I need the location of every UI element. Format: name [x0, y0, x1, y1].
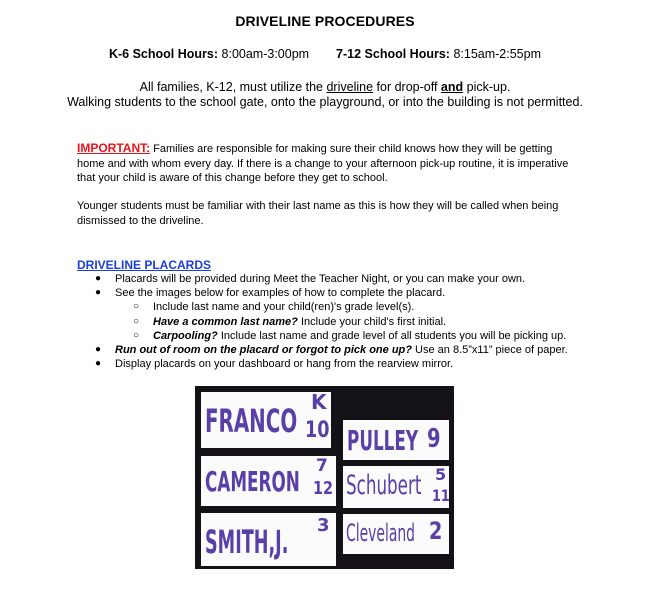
- placard-name: Cleveland: [346, 519, 416, 547]
- placard-grade: 7: [316, 456, 328, 476]
- sub-list-item: ○ Have a common last name? Include your child's first initial.: [133, 315, 447, 328]
- school-hours: [0, 47, 650, 61]
- placard-cleveland: [343, 514, 449, 554]
- 712-hours-label: 7-12 School Hours:: [336, 47, 450, 61]
- circle-bullet-icon: ○: [133, 301, 140, 313]
- placard-grade: 3: [317, 515, 330, 536]
- placards-list: [95, 272, 575, 371]
- bullet-icon: ●: [95, 344, 102, 356]
- important-text: Families are responsible for making sure their child knows how they will be getting home and with whom every day. If there is a change to your afternoon pick-up routine, it is imperative that your child is aware of this change before they get to school.: [77, 143, 569, 184]
- intro-paragraph: [0, 80, 650, 110]
- sub-list-item: ○ Include last name and your child(ren)'s grade level(s).: [133, 301, 415, 314]
- page-title: DRIVELINE PROCEDURES: [235, 13, 415, 29]
- important-label: IMPORTANT:: [77, 141, 151, 155]
- bullet-icon: ●: [95, 287, 102, 299]
- placard-name: PULLEY: [347, 424, 419, 457]
- placard-cameron: [201, 456, 336, 506]
- placard-name: CAMERON: [205, 465, 300, 498]
- placard-schubert: [343, 466, 449, 508]
- placard-name: FRANCO: [205, 402, 298, 440]
- placards-heading: DRIVELINE PLACARDS: [77, 258, 212, 272]
- placard-grade: 12: [313, 478, 334, 499]
- younger-students-paragraph: Younger students must be familiar with their last name as this is how they will be called when being dismissed to the driveline.: [77, 200, 559, 227]
- sub-list-item: ○ Carpooling? Include last name and grade level of all students you will be picking up.: [133, 329, 567, 342]
- list-item: ● See the images below for examples of how to complete the placard.: [95, 287, 446, 300]
- placard-grade: 9: [427, 424, 441, 454]
- k6-hours-value: 8:00am-3:00pm: [221, 47, 310, 61]
- and-emphasis: and: [440, 80, 464, 94]
- k6-hours-label: K-6 School Hours:: [108, 47, 219, 61]
- placard-franco: [201, 392, 331, 448]
- list-item: ● Placards will be provided during Meet the Teacher Night, or you can make your own.: [95, 273, 526, 285]
- placard-grade: 2: [429, 517, 443, 545]
- circle-bullet-icon: ○: [133, 329, 140, 341]
- bullet-icon: ●: [95, 273, 102, 284]
- placard-grade: 10: [305, 418, 330, 443]
- placard-grade: 5: [435, 465, 447, 484]
- circle-bullet-icon: ○: [133, 315, 140, 327]
- list-item: ● Run out of room on the placard or forgot to pick one up? Use an 8.5”x11” piece of paper.: [95, 344, 568, 357]
- placard-name: Schubert: [346, 470, 422, 501]
- placard-pulley: [343, 420, 449, 460]
- bullet-icon: ●: [95, 358, 102, 370]
- placard-grade: K: [311, 390, 327, 414]
- important-paragraph: [77, 141, 577, 186]
- placard-examples-photo: [195, 386, 454, 569]
- intro-line-2: Walking students to the school gate, onto the playground, or into the building is not permitted.: [67, 95, 583, 109]
- placard-smith: [201, 513, 336, 566]
- intro-line-1: All families, K-12, must utilize the driveline for drop-off and pick-up.: [139, 80, 511, 94]
- placard-grade: 11: [432, 486, 450, 505]
- driveline-term: driveline: [326, 80, 374, 94]
- list-item: ● Display placards on your dashboard or hang from the rearview mirror.: [95, 358, 454, 371]
- placard-name: SMITH,J.: [205, 523, 289, 561]
- 712-hours-value: 8:15am-2:55pm: [453, 47, 542, 61]
